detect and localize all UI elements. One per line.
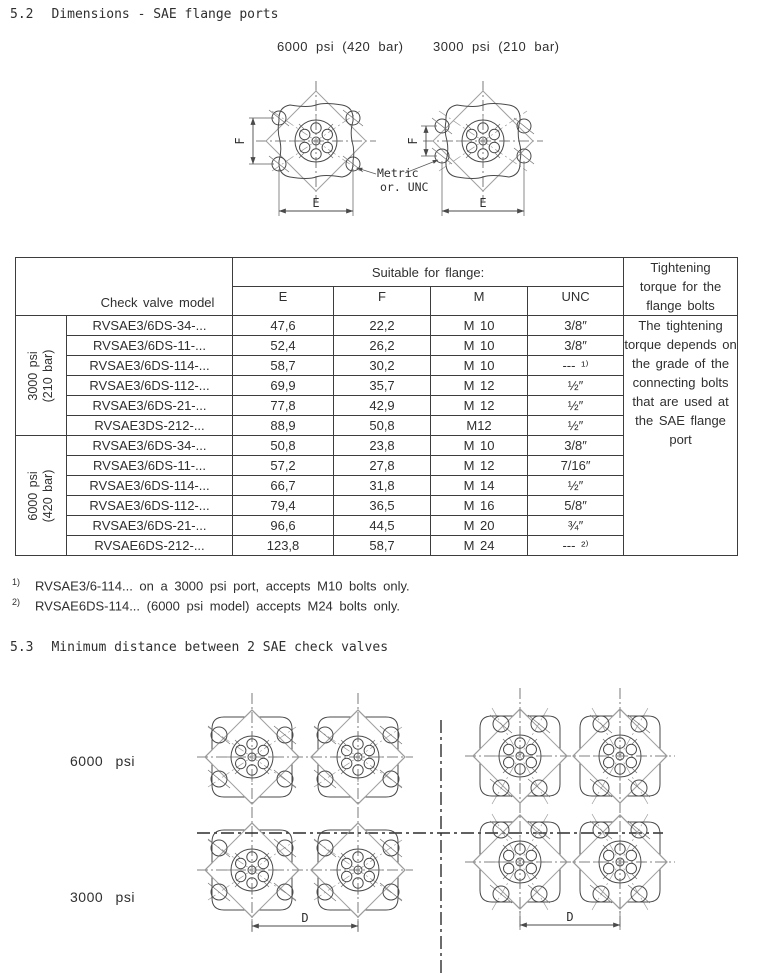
cell-model: RVSAE3/6DS-11-... — [67, 456, 233, 476]
cell-unc: --- ¹⁾ — [528, 356, 624, 376]
cell-unc: ½″ — [528, 416, 624, 436]
cell-m: M 10 — [431, 336, 528, 356]
table-row — [16, 316, 738, 336]
section-53-number: 5.3 — [10, 640, 34, 655]
footnote-1-text: RVSAE3/6-114... on a 3000 psi port, accepts M10 bolts only. — [35, 578, 410, 594]
cell-unc: --- ²⁾ — [528, 536, 624, 556]
section-53-heading — [10, 640, 388, 655]
cell-model: RVSAE3/6DS-112-... — [67, 376, 233, 396]
column-header-e: E — [233, 287, 334, 316]
cell-m: M 12 — [431, 456, 528, 476]
cell-f: 26,2 — [334, 336, 431, 356]
cell-model: RVSAE3/6DS-21-... — [67, 396, 233, 416]
column-header-m: M — [431, 287, 528, 316]
cell-f: 44,5 — [334, 516, 431, 536]
cell-f: 23,8 — [334, 436, 431, 456]
pressure-label-3000: 3000 psi (210 bar) — [433, 39, 560, 54]
cell-model: RVSAE3/6DS-34-... — [67, 316, 233, 336]
cell-m: M 10 — [431, 316, 528, 336]
cell-f: 36,5 — [334, 496, 431, 516]
dimension-f-left — [233, 118, 274, 164]
cell-e: 79,4 — [233, 496, 334, 516]
torque-column-header: Tightening torque for the flange bolts — [624, 258, 738, 316]
cell-unc: 3/8″ — [528, 336, 624, 356]
cell-unc: ½″ — [528, 396, 624, 416]
cell-e: 47,6 — [233, 316, 334, 336]
cell-m: M 14 — [431, 476, 528, 496]
footnote-2 — [12, 597, 400, 613]
cell-e: 57,2 — [233, 456, 334, 476]
torque-note-cell: The tightening torque depends on the grade of the connecting bolts that are used at the SAE flange port — [624, 316, 738, 556]
cell-model: RVSAE3/6DS-114-... — [67, 356, 233, 376]
cell-f: 58,7 — [334, 536, 431, 556]
flange-drawing-6000-psi — [256, 81, 376, 201]
cell-m: M 20 — [431, 516, 528, 536]
cell-m: M 24 — [431, 536, 528, 556]
suitable-for-flange-header: Suitable for flange: — [233, 258, 624, 287]
cell-m: M 16 — [431, 496, 528, 516]
cell-model: RVSAE3/6DS-34-... — [67, 436, 233, 456]
leader-label-line1: Metric — [377, 166, 419, 180]
pressure-label-6000: 6000 psi (420 bar) — [277, 39, 404, 54]
cell-unc: ½″ — [528, 376, 624, 396]
top-diagram — [190, 68, 620, 238]
cell-model: RVSAE3/6DS-11-... — [67, 336, 233, 356]
dim-e-right-label: E — [479, 196, 487, 210]
cell-model: RVSAE3/6DS-21-... — [67, 516, 233, 536]
cell-model: RVSAE6DS-212-... — [67, 536, 233, 556]
leader-label-line2: or. UNC — [380, 180, 429, 194]
bolt-type-leader — [357, 160, 438, 194]
section-52-heading — [10, 7, 278, 22]
column-header-unc: UNC — [528, 287, 624, 316]
cell-e: 66,7 — [233, 476, 334, 496]
cell-unc: 3/8″ — [528, 436, 624, 456]
group-label-3000psi: 3000 psi (210 bar) — [16, 316, 67, 436]
cell-e: 69,9 — [233, 376, 334, 396]
cell-m: M 10 — [431, 356, 528, 376]
model-column-header: Check valve model — [100, 295, 215, 310]
section-52-number: 5.2 — [10, 7, 34, 22]
dim-d-left-label: D — [301, 911, 309, 925]
cell-unc: ¾″ — [528, 516, 624, 536]
cell-unc: 5/8″ — [528, 496, 624, 516]
bottom-diagram — [55, 685, 715, 976]
cell-e: 58,7 — [233, 356, 334, 376]
cell-e: 88,9 — [233, 416, 334, 436]
dim-f-right-label: F — [406, 137, 420, 145]
footnote-1-marker: 1) — [12, 577, 21, 587]
cell-model: RVSAE3/6DS-114-... — [67, 476, 233, 496]
dimensions-table — [15, 257, 738, 556]
cell-e: 50,8 — [233, 436, 334, 456]
dimension-e-right — [442, 161, 524, 216]
row-label-3000psi: 3000 psi — [70, 889, 135, 905]
cell-e: 123,8 — [233, 536, 334, 556]
cell-e: 77,8 — [233, 396, 334, 416]
dim-d-right-label: D — [566, 910, 574, 924]
cell-m: M12 — [431, 416, 528, 436]
cell-unc: 7/16″ — [528, 456, 624, 476]
section-52-title: Dimensions - SAE flange ports — [51, 7, 279, 22]
cell-f: 30,2 — [334, 356, 431, 376]
cell-e: 52,4 — [233, 336, 334, 356]
cell-f: 22,2 — [334, 316, 431, 336]
cell-f: 35,7 — [334, 376, 431, 396]
model-column-header-cell — [16, 258, 233, 316]
footnote-2-text: RVSAE6DS-114... (6000 psi model) accepts M24 bolts only. — [35, 598, 400, 614]
section-53-title: Minimum distance between 2 SAE check valves — [51, 640, 389, 655]
cell-f: 31,8 — [334, 476, 431, 496]
cell-f: 42,9 — [334, 396, 431, 416]
cell-f: 50,8 — [334, 416, 431, 436]
table-header-row-1 — [16, 258, 738, 287]
cell-model: RVSAE3/6DS-112-... — [67, 496, 233, 516]
dimension-d-left — [252, 911, 358, 931]
cell-f: 27,8 — [334, 456, 431, 476]
dimension-d-right — [520, 910, 620, 930]
footnote-2-marker: 2) — [12, 597, 21, 607]
cell-m: M 12 — [431, 396, 528, 416]
cell-m: M 12 — [431, 376, 528, 396]
cell-unc: 3/8″ — [528, 316, 624, 336]
group-label-6000psi: 6000 psi (420 bar) — [16, 436, 67, 556]
flange-drawing-3000-psi — [423, 81, 543, 201]
cell-m: M 10 — [431, 436, 528, 456]
cell-e: 96,6 — [233, 516, 334, 536]
cell-unc: ½″ — [528, 476, 624, 496]
dim-f-left-label: F — [233, 137, 247, 145]
dim-e-left-label: E — [312, 196, 320, 210]
row-label-6000psi: 6000 psi — [70, 753, 135, 769]
column-header-f: F — [334, 287, 431, 316]
footnote-1 — [12, 577, 410, 593]
cell-model: RVSAE3DS-212-... — [67, 416, 233, 436]
